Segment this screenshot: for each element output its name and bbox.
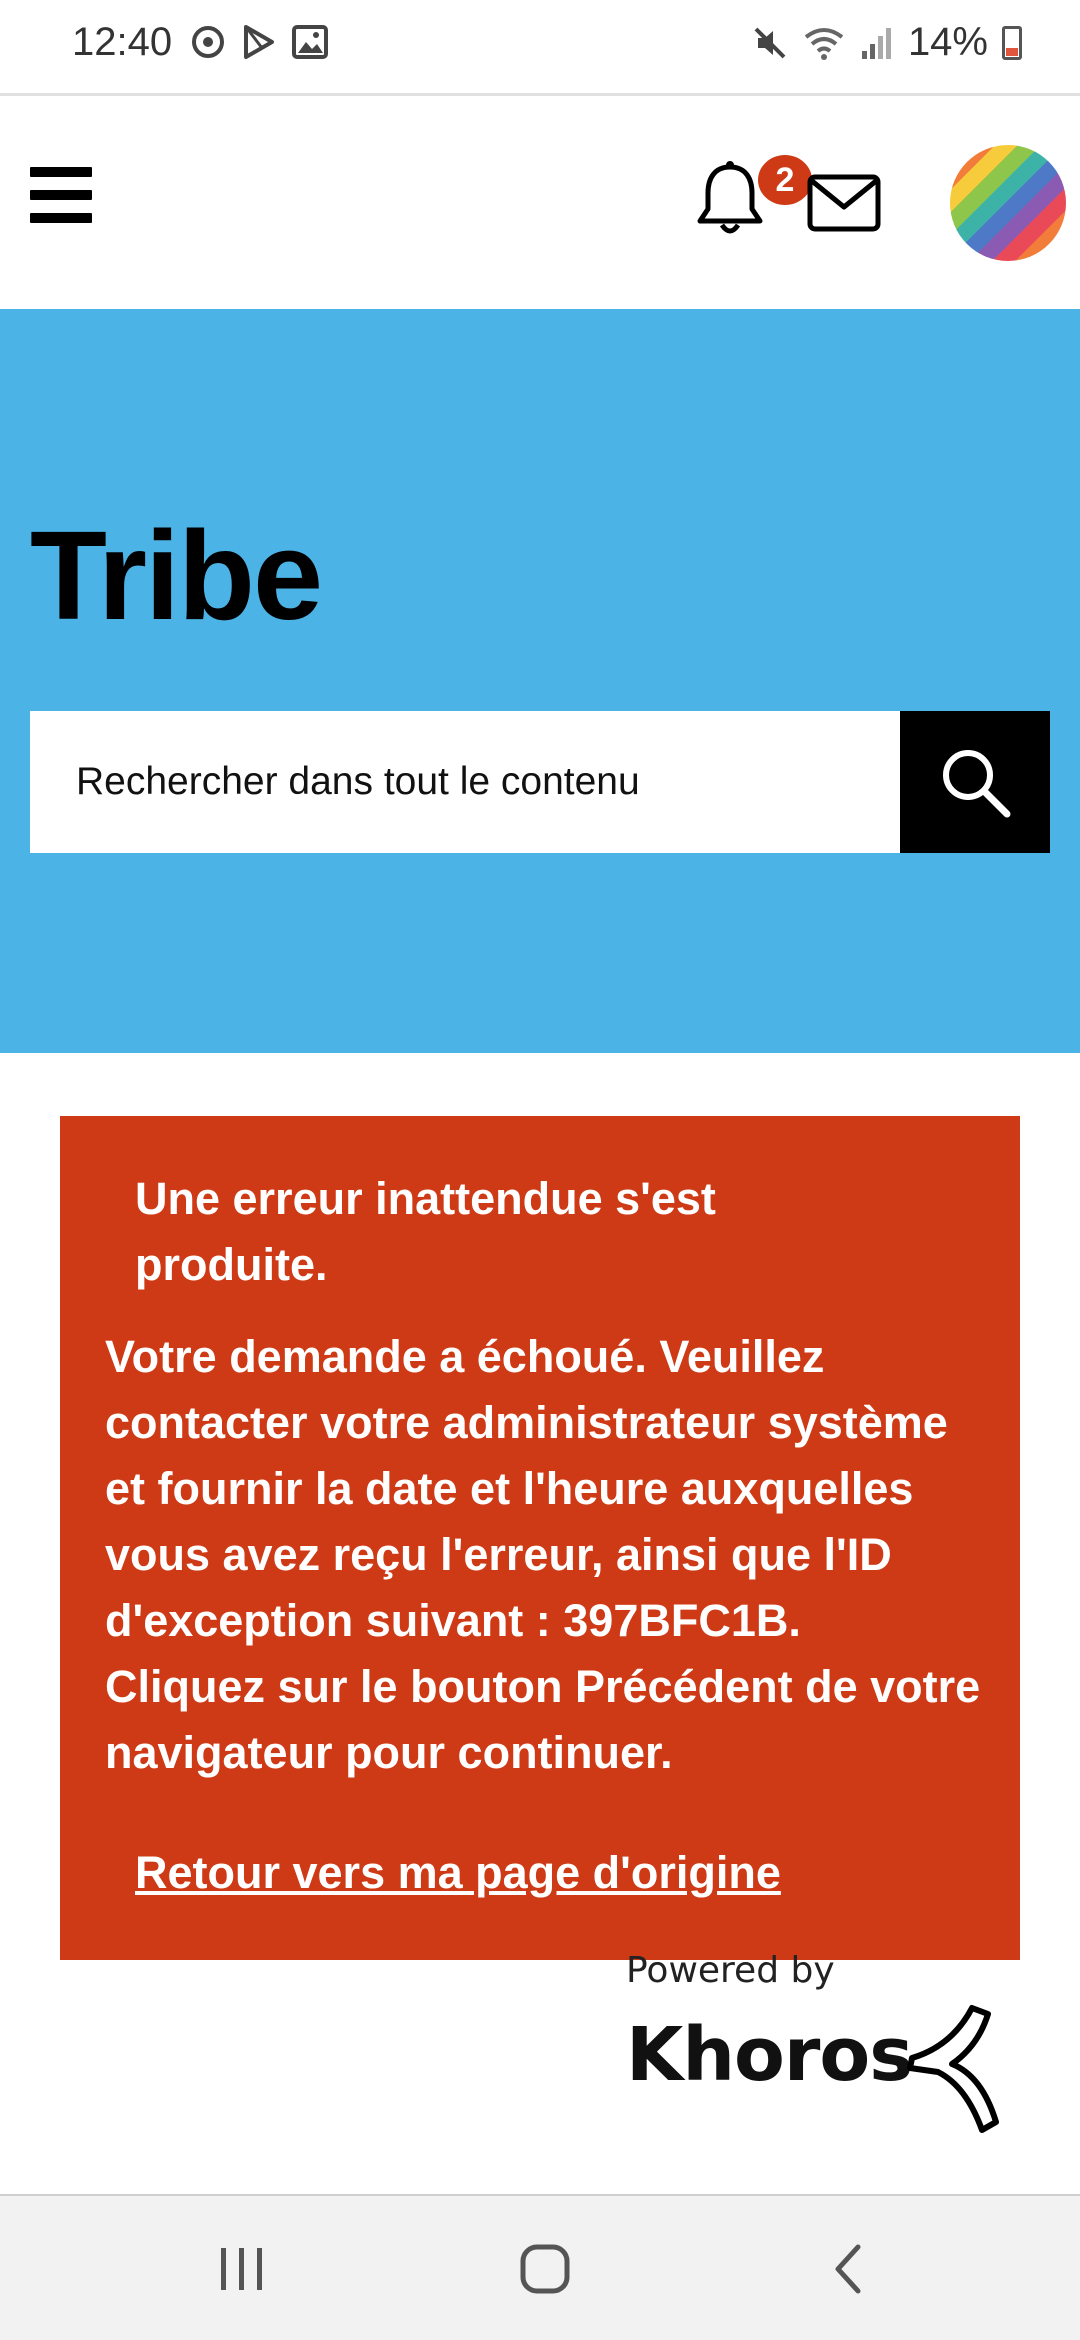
khoros-logo-text: Khoros [626, 2012, 913, 2098]
error-title: Une erreur inattendue s'est produite. [135, 1173, 716, 1290]
app-header [0, 99, 1080, 309]
return-home-link[interactable]: Retour vers ma page d'origine [135, 1847, 781, 1898]
search-button[interactable] [900, 711, 1050, 853]
wifi-icon [802, 25, 846, 61]
search-icon [935, 742, 1015, 822]
khoros-logo-icon [902, 2002, 1002, 2134]
mute-icon [752, 25, 788, 61]
error-message [105, 1324, 985, 1786]
status-notification-icons [190, 24, 328, 60]
back-icon [828, 2243, 868, 2295]
gallery-icon [292, 25, 328, 59]
status-time: 12:40 [72, 20, 173, 64]
recent-apps-button[interactable] [152, 2196, 332, 2340]
error-message-details: Votre demande a échoué. Veuillez contacter votre administrateur système et fournir la date et l'heure auxquelles vous avez reçu l'erreur, ainsi que l'ID d'exception suivant : 397BFC1B. [105, 1331, 948, 1646]
error-message-instructions: Cliquez sur le bouton Précédent de votre navigateur pour continuer. [105, 1661, 981, 1778]
mail-icon[interactable] [806, 173, 882, 233]
system-navigation-bar [0, 2194, 1080, 2340]
home-button[interactable] [455, 2196, 635, 2340]
error-panel [60, 1116, 1020, 1960]
battery-percentage: 14% [907, 20, 988, 64]
search-input[interactable]: Rechercher dans tout le contenu [30, 711, 900, 853]
recent-apps-icon [217, 2246, 267, 2292]
avatar[interactable] [950, 145, 1066, 261]
community-hero [0, 309, 1080, 1053]
menu-icon[interactable] [30, 167, 92, 223]
notification-count-badge: 2 [754, 151, 816, 209]
home-icon [519, 2243, 571, 2295]
status-system-icons [752, 20, 1022, 65]
back-button[interactable] [758, 2196, 938, 2340]
signal-icon [860, 25, 894, 61]
play-store-icon [242, 24, 276, 60]
battery-icon [1002, 26, 1022, 60]
status-bar [0, 0, 1080, 96]
page-title: Tribe [30, 505, 322, 646]
sync-icon [190, 24, 226, 60]
powered-by-label: Powered by [626, 1950, 835, 1991]
